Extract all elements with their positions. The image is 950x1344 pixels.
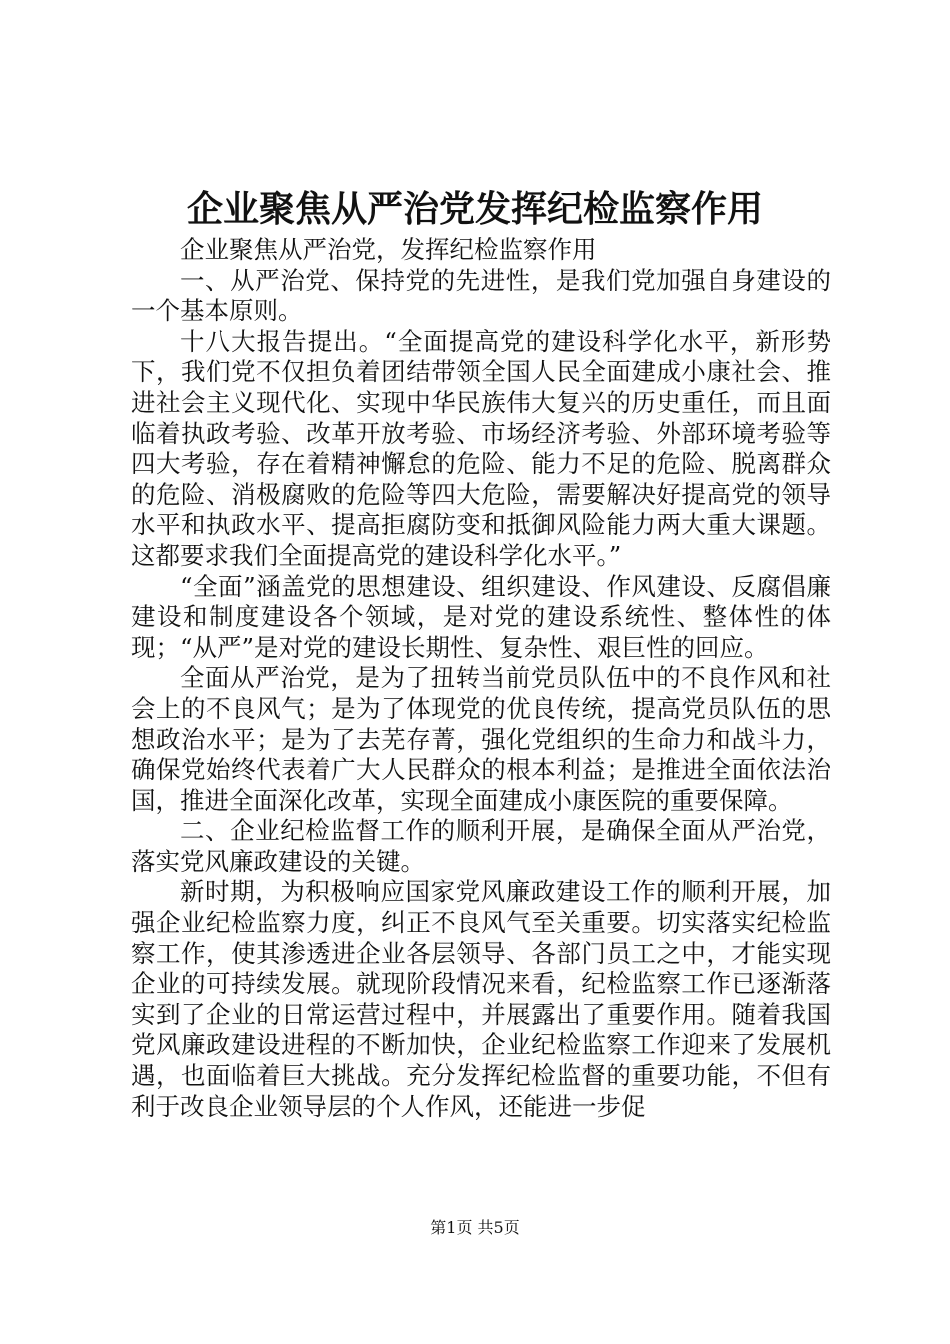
paragraph-subtitle: 企业聚焦从严治党，发挥纪检监察作用 <box>180 235 597 264</box>
paragraph-comprehensive: “全面”涵盖党的思想建设、组织建设、作风建设、反腐倡廉建设和制度建设各个领域，是对党的建设系统性、整体性的体现；“从严”是对党的建设长期性、复杂性、艰巨性的回应。 <box>131 571 831 662</box>
paragraph-section-one: 一、从严治党、保持党的先进性，是我们党加强自身建设的一个基本原则。 <box>131 265 831 326</box>
document-title: 企业聚焦从严治党发挥纪检监察作用 <box>186 188 763 230</box>
paragraph-report-quote: 十八大报告提出。“全面提高党的建设科学化水平，新形势下，我们党不仅担负着团结带领全国人民全面建成小康社会、推进社会主义现代化、实现中华民族伟大复兴的历史重任，而且面临着执政考验、改革开放考验、市场经济考验、外部环境考验等四大考验，存在着精神懈怠的危险、能力不足的危险、脱离群众的危险、消极腐败的危险等四大危险，需要解决好提高党的领导水平和执政水平、提高拒腐防变和抵御风险能力两大重大课题。这都要求我们全面提高党的建设科学化水平。” <box>131 326 831 570</box>
paragraph-section-two: 二、企业纪检监督工作的顺利开展，是确保全面从严治党，落实党风廉政建设的关键。 <box>131 816 831 876</box>
page-footer: 第1页 共5页 <box>430 1218 520 1237</box>
paragraph-new-era: 新时期，为积极响应国家党风廉政建设工作的顺利开展，加强企业纪检监察力度，纠正不良风气至关重要。切实落实纪检监察工作，使其渗透进企业各层领导、各部门员工之中，才能实现企业的可持续发展。就现阶段情况来看，纪检监察工作已逐渐落实到了企业的日常运营过程中，并展露出了重要作用。随着我国党风廉政建设进程的不断加快，企业纪检监察工作迎来了发展机遇，也面临着巨大挑战。充分发挥纪检监督的重要功能，不但有利于改良企业领导层的个人作风，还能进一步促 <box>131 877 831 1121</box>
document-body <box>131 235 831 1122</box>
paragraph-strict-governance: 全面从严治党，是为了扭转当前党员队伍中的不良作风和社会上的不良风气；是为了体现党的优良传统，提高党员队伍的思想政治水平；是为了去芜存菁，强化党组织的生命力和战斗力，确保党始终代表着广大人民群众的根本利益；是推进全面依法治国，推进全面深化改革，实现全面建成小康医院的重要保障。 <box>131 663 831 815</box>
